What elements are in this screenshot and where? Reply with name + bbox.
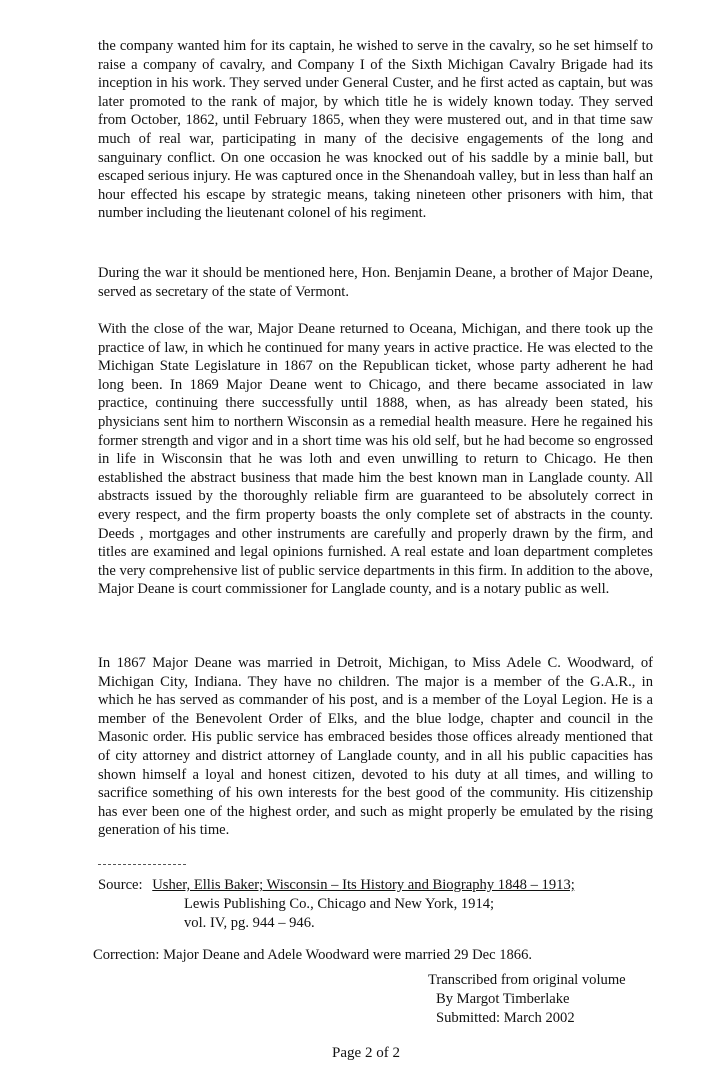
- paragraph-military-service: the company wanted him for its captain, he wished to serve in the cavalry, so he set himself to raise a company of cavalry, and Company I of the Sixth Michigan Cavalry Brigade had its inception in his work. They served under General Custer, and he first acted as captain, but was later promoted to the rank of major, by which title he is widely known today. They served from October, 1862, until February 1865, when they were mustered out, and in that time saw much of real war, participating in many of the decisive engagements of the long and sanguinary conflict. On one occasion he was knocked out of his saddle by a minie ball, but escaped serious injury. He was captured once in the Shenandoah valley, but in less than half an hour effected his escape by strategic means, taking nineteen other prisoners with him, that number including the lieutenant colonel of his regiment.: [98, 38, 653, 222]
- page-number: Page 2 of 2: [332, 1045, 400, 1061]
- source-publisher: Lewis Publishing Co., Chicago and New York, 1914;: [184, 896, 495, 912]
- source-label: Source:: [98, 877, 143, 893]
- paragraph-law-career: With the close of the war, Major Deane returned to Oceana, Michigan, and there took up the practice of law, in which he continued for many years in active practice. He was elected to the Michigan State Legislature in 1867 on the Republican ticket, whose party adherent he had long been. In 1869 Major Deane went to Chicago, and there became associated in law practice, continuing there successfully until 1888, when, as has already been stated, his physicians sent him to northern Wisconsin as a remedial health measure. Here he regained his former strength and vigor and in a short time was his old self, but he had become so engrossed in life in Wisconsin that he was loth and even unwilling to return to Chicago. He then established the abstract business that made him the best known man in Langlade county. All abstracts issued by the thoroughly reliable firm are guaranteed to be absolutely correct in every respect, and the firm property boasts the only complete set of abstracts in the county. Deeds , mortgages and other instruments are carefully and properly drawn by the firm, and titles are examined and legal opinions furnished. A real estate and loan department completes the very comprehensive list of public service departments in this firm. In addition to the above, Major Deane is court commissioner for Langlade county, and is a notary public as well.: [98, 321, 653, 598]
- transcriber-name: By Margot Timberlake: [436, 991, 570, 1007]
- correction-note: Correction: Major Deane and Adele Woodward were married 29 Dec 1866.: [93, 947, 533, 963]
- paragraph-marriage: In 1867 Major Deane was married in Detroit, Michigan, to Miss Adele C. Woodward, of Michigan City, Indiana. They have no children. The major is a member of the G.A.R., in which he has served as commander of his post, and is a member of the Loyal Legion. He is a member of the Benevolent Order of Elks, and the blue lodge, chapter and council in the Masonic order. His public service has embraced besides those offices already mentioned that of city attorney and district attorney of Langlade county, and in all his public capacities has shown himself a loyal and honest citizen, devoted to his duty at all times, and willing to sacrifice something of his own interests for the best good of the community. His citizenship has ever been one of the highest order, and such as might properly be emulated by the rising generation of his time.: [98, 655, 653, 839]
- submission-date: Submitted: March 2002: [436, 1010, 575, 1026]
- source-citation: [98, 876, 658, 933]
- paragraph-brother: During the war it should be mentioned here, Hon. Benjamin Deane, a brother of Major Deane, served as secretary of the state of Vermont.: [98, 265, 653, 300]
- source-citation-text: Usher, Ellis Baker; Wisconsin – Its History and Biography 1848 – 1913;: [152, 877, 575, 893]
- source-line-1: [98, 876, 658, 895]
- transcribed-from: Transcribed from original volume: [428, 972, 626, 988]
- transcription-credit: [428, 971, 688, 1028]
- source-pages: vol. IV, pg. 944 – 946.: [184, 915, 315, 931]
